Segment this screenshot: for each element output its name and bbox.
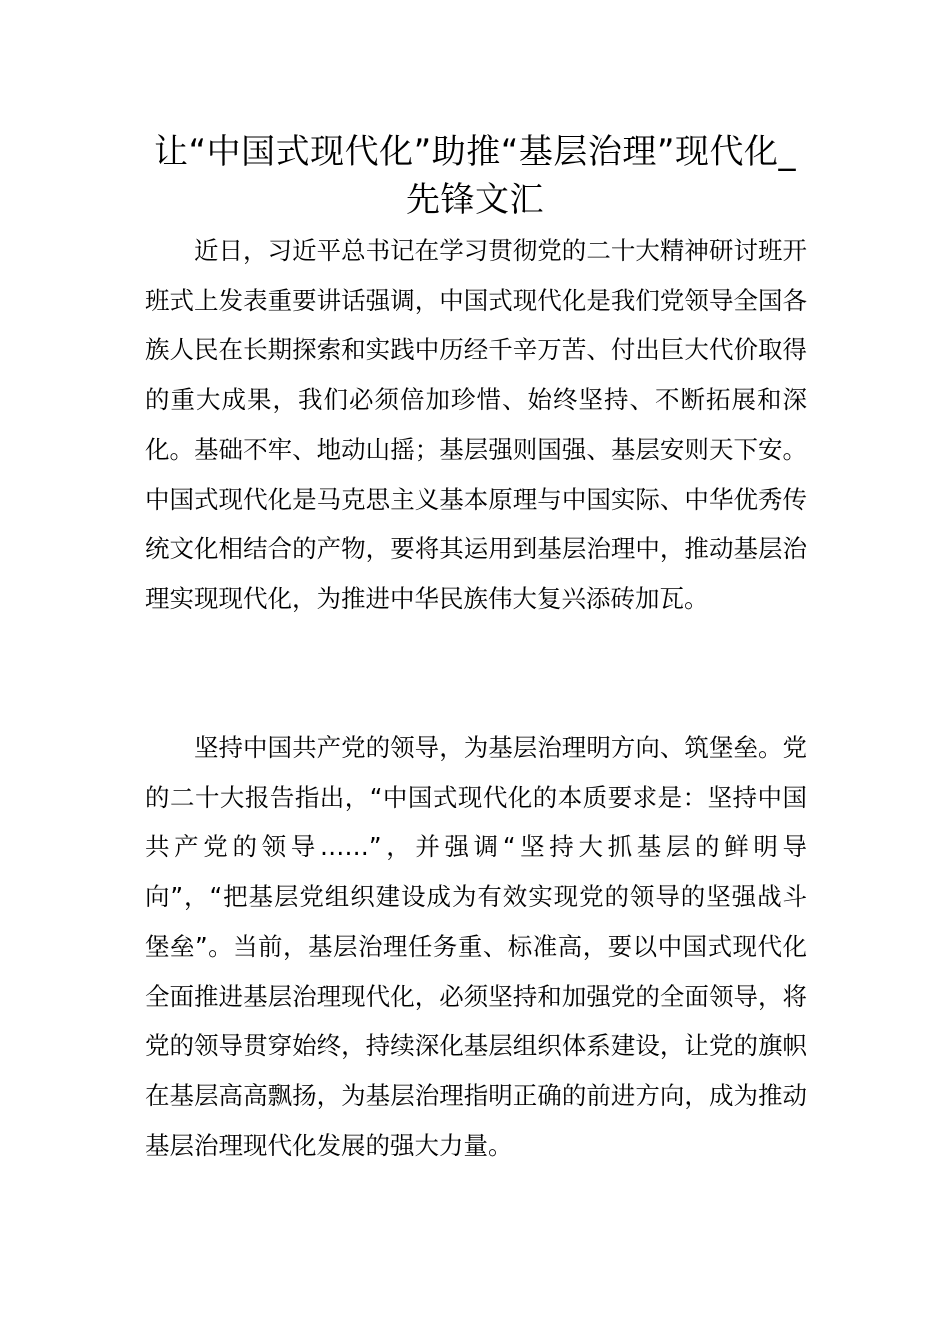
paragraph-1: 近日，习近平总书记在学习贯彻党的二十大精神研讨班开班式上发表重要讲话强调，中国式现代化是我们党领导全国各族人民在长期探索和实践中历经千辛万苦、付出巨大代价取得的重大成果，我们必须倍加珍惜、始终坚持、不断拓展和深化。基础不牢、地动山摇；基层强则国强、基层安则天下安。中国式现代化是马克思主义基本原理与中国实际、中华优秀传统文化相结合的产物，要将其运用到基层治理中，推动基层治理实现现代化，为推进中华民族伟大复兴添砖加瓦。 bbox=[145, 236, 807, 613]
paragraph-2: 坚持中国共产党的领导，为基层治理明方向、筑堡垒。党的二十大报告指出，“中国式现代化的本质要求是：坚持中国共产党的领导……”，并强调“坚持大抓基层的鲜明导向”，“把基层党组织建设成为有效实现党的领导的坚强战斗堡垒”。当前，基层治理任务重、标准高，要以中国式现代化全面推进基层治理现代化，必须坚持和加强党的全面领导，将党的领导贯穿始终，持续深化基层组织体系建设，让党的旗帜在基层高高飘扬，为基层治理指明正确的前进方向，成为推动基层治理现代化发展的强大力量。 bbox=[145, 733, 807, 1160]
document-title: 让“中国式现代化”助推“基层治理”现代化_先锋文汇 bbox=[154, 132, 796, 220]
